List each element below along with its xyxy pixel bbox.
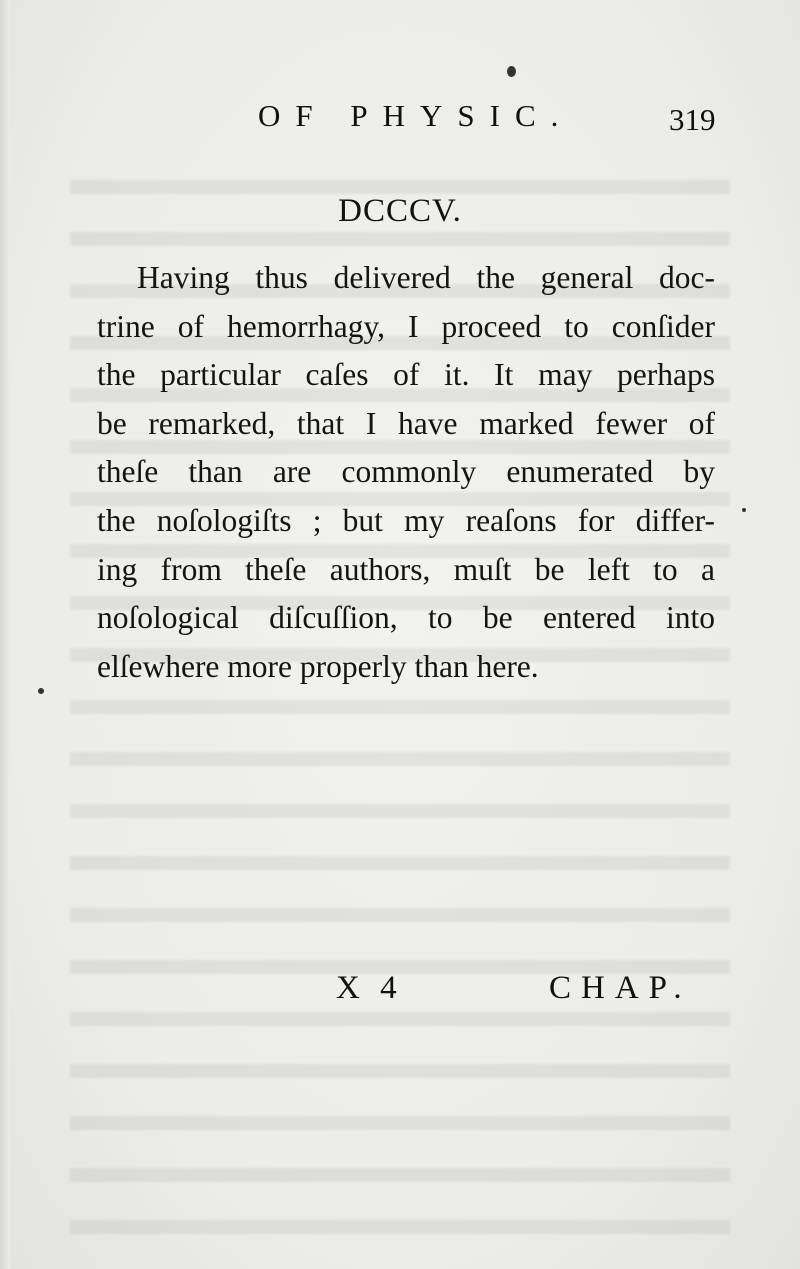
paragraph-line: theſe than are commonly enumerated by xyxy=(97,454,715,490)
paragraph-line: Having thus delivered the general doc- xyxy=(137,260,715,295)
paragraph-line: elſewhere more properly than here. xyxy=(97,648,539,684)
running-head xyxy=(0,98,800,142)
ink-speck xyxy=(507,66,516,77)
paragraph-line: the particular caſes of it. It may perhaps xyxy=(97,357,715,393)
paragraph-line: ing from theſe authors, muſt be left to a xyxy=(97,551,715,587)
signature-mark: X 4 xyxy=(336,970,403,1006)
ink-speck xyxy=(38,688,44,694)
paragraph-line: be remarked, that I have marked fewer of xyxy=(97,405,715,441)
page-gutter-shadow xyxy=(0,0,10,1269)
paragraph-line: noſological diſcuſſion, to be entered into xyxy=(97,600,715,636)
running-head-title: OF PHYSIC. xyxy=(258,98,574,133)
page-number: 319 xyxy=(669,102,716,137)
section-number: DCCCV. xyxy=(338,193,462,229)
ink-speck xyxy=(742,508,746,512)
paragraph-line: trine of hemorrhagy, I proceed to conſider xyxy=(97,308,715,344)
paragraph-line: the noſologiſts ; but my reaſons for differ- xyxy=(97,502,715,538)
catchword: CHAP. xyxy=(549,970,692,1006)
paragraph xyxy=(97,254,715,691)
